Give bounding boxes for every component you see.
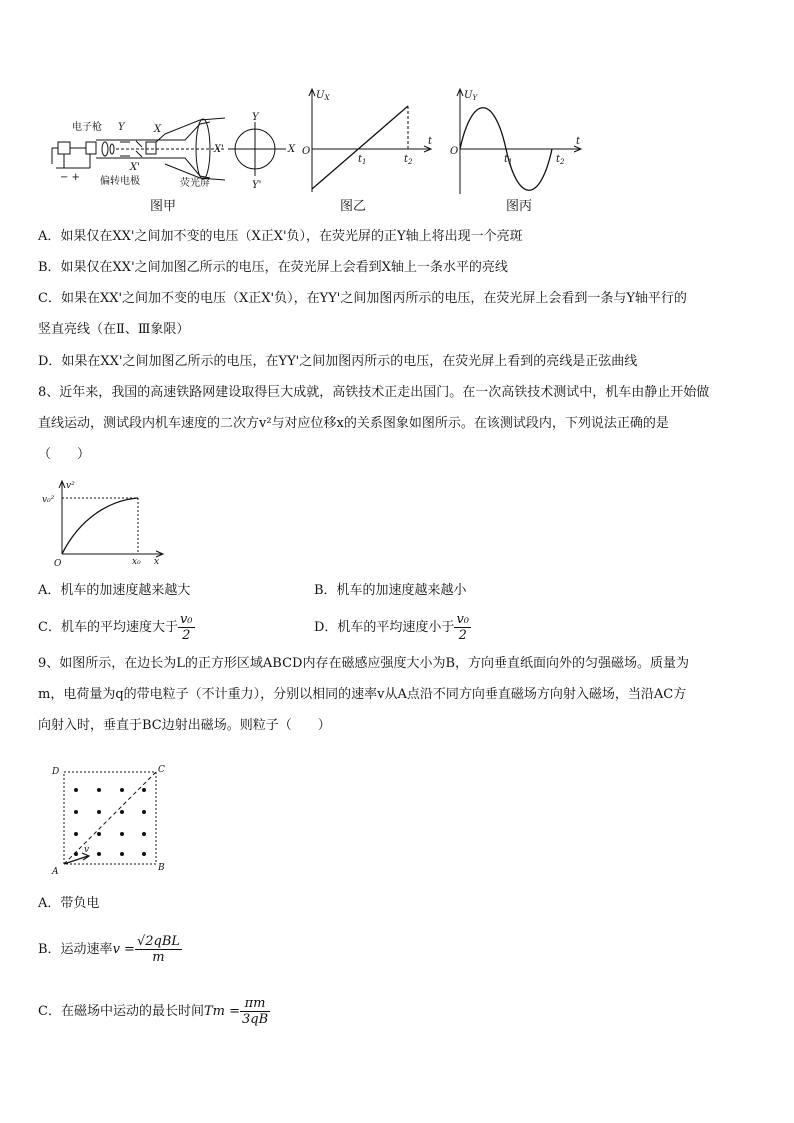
yi-t-axis: t (428, 136, 433, 147)
q7-option-a: A．如果仅在XX'之间加不变的电压（X正X'负），在荧光屏的正Y轴上将出现一个亮斑 (38, 229, 523, 244)
bing-t1: $t_1$ (504, 154, 513, 166)
q9-label-D: D (52, 767, 60, 777)
label-deflect-electrodes: 偏转电极 (100, 176, 140, 187)
q7-option-c-line2: 竖直亮线（在Ⅱ、Ⅲ象限） (38, 322, 190, 337)
q8-x-tick: x₀ (132, 557, 141, 567)
q9-option-b (38, 930, 182, 970)
q8-y-axis-label: v² (66, 481, 75, 491)
label-Xp-plate: X' (130, 162, 140, 173)
q8-d-frac-num: v₀ (456, 612, 469, 627)
q8-option-a: A．机车的加速度越来越大 (38, 583, 191, 598)
bing-origin: O (450, 146, 459, 157)
label-screen-Yp: Y' (252, 180, 262, 191)
figure-bing (448, 84, 588, 219)
q8-origin: O (54, 559, 62, 568)
yi-axis-y: $U_X$ (316, 90, 330, 102)
q9-b-frac-num: √2qBL (136, 934, 180, 949)
q9-c-frac-den: 3qB (241, 1012, 269, 1027)
q8-x-axis-label: x (154, 557, 160, 567)
q8-stem-line3: （ ） (38, 447, 91, 462)
q9-option-b-text: B．运动速率 (38, 942, 113, 957)
q9-option-c-fraction (240, 996, 270, 1027)
bing-t2: $t_2$ (556, 154, 565, 166)
label-screen-Xp: X' (214, 144, 224, 155)
caption-jia: 图甲 (150, 199, 177, 214)
q8-c-frac-num: v₀ (179, 612, 193, 627)
q8-option-c-text: C．机车的平均速度大于 (38, 620, 178, 635)
q9-label-B: B (158, 863, 165, 873)
q8-option-c-fraction (178, 612, 195, 643)
label-screen-X: X (288, 144, 296, 155)
label-Y-plate: Y (118, 122, 125, 133)
q8-option-c (38, 612, 195, 644)
label-X-plate: X (154, 124, 162, 135)
yi-t1: $t_1$ (358, 154, 367, 166)
label-minus-plus: − + (60, 172, 80, 183)
q8-option-d (314, 612, 471, 644)
q9-option-a: A．带负电 (38, 896, 100, 911)
figure-yi (300, 84, 440, 219)
q7-option-b: B．如果仅在XX'之间加图乙所示的电压，在荧光屏上会看到X轴上一条水平的亮线 (38, 260, 508, 275)
q8-graph (40, 478, 170, 568)
bing-t-axis: t (576, 136, 581, 147)
q8-option-b: B．机车的加速度越来越小 (314, 583, 467, 598)
q9-c-frac-num: πm (240, 996, 270, 1012)
label-electron-gun: 电子枪 (72, 122, 102, 133)
q9-option-c (38, 992, 270, 1032)
q9-option-c-lhs: Tm = (203, 1004, 240, 1019)
q7-option-c-line1: C．如果在XX'之间加不变的电压（X正X'负），在YY'之间加图丙所示的电压，在荧光屏上会看到一条与Y轴平行的 (38, 291, 687, 306)
label-screen-Y: Y (252, 112, 259, 123)
q8-option-d-text: D．机车的平均速度小于 (314, 620, 455, 635)
q8-y-tick: v₀² (42, 495, 55, 505)
yi-t2: $t_2$ (404, 154, 413, 166)
q8-stem-line2: 直线运动，测试段内机车速度的二次方v²与对应位移x的关系图象如图所示。在该测试段内，下列说法正确的是 (38, 416, 669, 431)
q9-b-frac-den: m (152, 950, 165, 965)
q9-option-b-fraction (135, 934, 182, 965)
q8-c-frac-den: 2 (182, 628, 191, 643)
q8-option-d-fraction (454, 612, 471, 643)
q8-stem-line1: 8、近年来，我国的高速铁路网建设取得巨大成就，高铁技术正走出国门。在一次高铁技术测试中，机车由静止开始做 (38, 385, 710, 400)
caption-bing: 图丙 (506, 199, 533, 214)
q9-label-A: A (52, 867, 59, 875)
q9-square-figure (44, 760, 174, 875)
q9-stem-line3: 向射入时，垂直于BC边射出磁场。则粒子（ ） (38, 718, 331, 733)
q9-label-C: C (158, 765, 165, 775)
caption-yi: 图乙 (340, 199, 367, 214)
yi-origin: O (302, 146, 311, 157)
figure-jia (50, 112, 300, 217)
q9-option-b-lhs: v = (112, 942, 135, 957)
bing-axis-y: $U_Y$ (464, 90, 478, 102)
q9-label-v: v (84, 845, 90, 855)
q9-stem-line1: 9、如图所示，在边长为L的正方形区域ABCD内存在磁感应强度大小为B，方向垂直纸面向外的匀强磁场。质量为 (38, 656, 690, 671)
q7-option-d: D．如果在XX'之间加图乙所示的电压，在YY'之间加图丙所示的电压，在荧光屏上看到的亮线是正弦曲线 (38, 354, 638, 369)
label-screen: 荧光屏 (180, 178, 210, 189)
q9-stem-line2: m，电荷量为q的带电粒子（不计重力），分别以相同的速率v从A点沿不同方向垂直磁场方向射入磁场，当沿AC方 (38, 687, 687, 702)
q9-option-c-text: C．在磁场中运动的最长时间 (38, 1004, 204, 1019)
q8-d-frac-den: 2 (458, 628, 467, 643)
